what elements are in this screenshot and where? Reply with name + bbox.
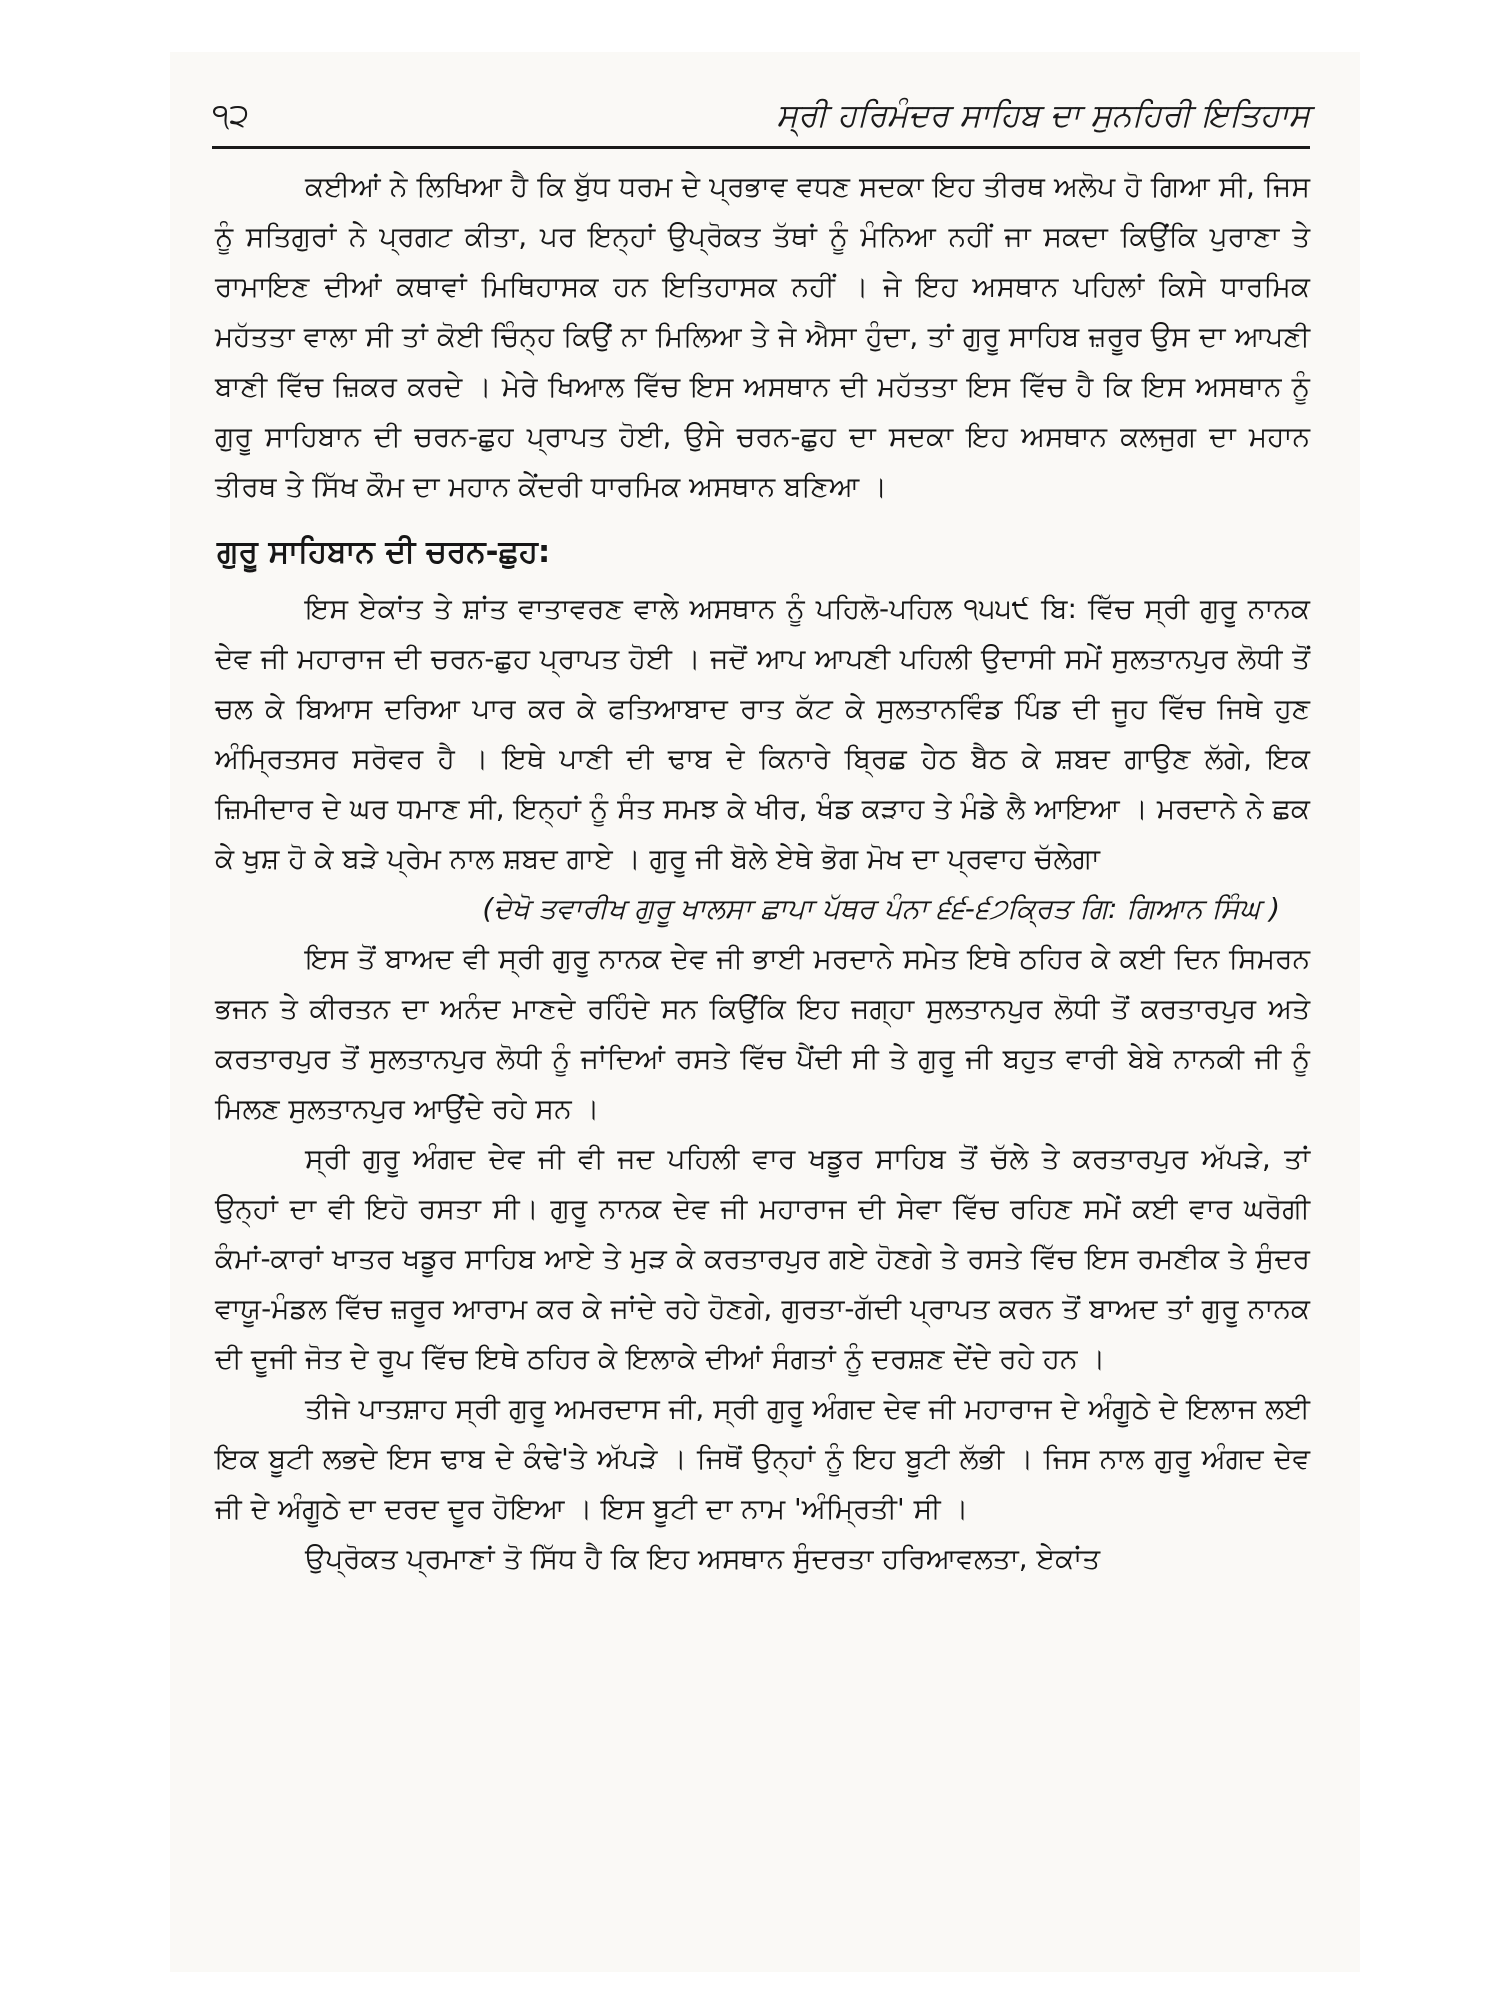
- paragraph-4: ਸ੍ਰੀ ਗੁਰੂ ਅੰਗਦ ਦੇਵ ਜੀ ਵੀ ਜਦ ਪਹਿਲੀ ਵਾਰ ਖਡੂਰ ਸਾਹਿਬ ਤੋਂ ਚੱਲੇ ਤੇ ਕਰਤਾਰਪੁਰ ਅੱਪੜੇ, ਤਾਂ ਉਨ੍ਹਾਂ ਦਾ ਵੀ ਇਹੋ ਰਸਤਾ ਸੀ। ਗੁਰੂ ਨਾਨਕ ਦੇਵ ਜੀ ਮਹਾਰਾਜ ਦੀ ਸੇਵਾ ਵਿੱਚ ਰਹਿਣ ਸਮੇਂ ਕਈ ਵਾਰ ਘਰੋਗੀ ਕੰਮਾਂ-ਕਾਰਾਂ ਖਾਤਰ ਖਡੂਰ ਸਾਹਿਬ ਆਏ ਤੇ ਮੁੜ ਕੇ ਕਰਤਾਰਪੁਰ ਗਏ ਹੋਣਗੇ ਤੇ ਰਸਤੇ ਵਿੱਚ ਇਸ ਰਮਣੀਕ ਤੇ ਸੁੰਦਰ ਵਾਯੂ-ਮੰਡਲ ਵਿੱਚ ਜ਼ਰੂਰ ਆਰਾਮ ਕਰ ਕੇ ਜਾਂਦੇ ਰਹੇ ਹੋਣਗੇ, ਗੁਰਤਾ-ਗੱਦੀ ਪ੍ਰਾਪਤ ਕਰਨ ਤੋਂ ਬਾਅਦ ਤਾਂ ਗੁਰੂ ਨਾਨਕ ਦੀ ਦੂਜੀ ਜੋਤ ਦੇ ਰੂਪ ਵਿੱਚ ਇਥੇ ਠਹਿਰ ਕੇ ਇਲਾਕੇ ਦੀਆਂ ਸੰਗਤਾਂ ਨੂੰ ਦਰਸ਼ਣ ਦੇਂਦੇ ਰਹੇ ਹਨ ।: [215, 1142, 1310, 1375]
- header-rule: [212, 146, 1310, 149]
- paragraph-2: ਇਸ ਏਕਾਂਤ ਤੇ ਸ਼ਾਂਤ ਵਾਤਾਵਰਣ ਵਾਲੇ ਅਸਥਾਨ ਨੂੰ ਪਹਿਲੋ-ਪਹਿਲ ੧੫੫੯ ਬਿ: ਵਿੱਚ ਸ੍ਰੀ ਗੁਰੂ ਨਾਨਕ ਦੇਵ ਜੀ ਮਹਾਰਾਜ ਦੀ ਚਰਨ-ਛੁਹ ਪ੍ਰਾਪਤ ਹੋਈ । ਜਦੋਂ ਆਪ ਆਪਣੀ ਪਹਿਲੀ ਉਦਾਸੀ ਸਮੇਂ ਸੁਲਤਾਨਪੁਰ ਲੋਧੀ ਤੋਂ ਚਲ ਕੇ ਬਿਆਸ ਦਰਿਆ ਪਾਰ ਕਰ ਕੇ ਫਤਿਆਬਾਦ ਰਾਤ ਕੱਟ ਕੇ ਸੁਲਤਾਨਵਿੰਡ ਪਿੰਡ ਦੀ ਜੂਹ ਵਿੱਚ ਜਿਥੇ ਹੁਣ ਅੰਮ੍ਰਿਤਸਰ ਸਰੋਵਰ ਹੈ । ਇਥੇ ਪਾਣੀ ਦੀ ਢਾਬ ਦੇ ਕਿਨਾਰੇ ਬ੍ਰਿਛ ਹੇਠ ਬੈਠ ਕੇ ਸ਼ਬਦ ਗਾਉਣ ਲੱਗੇ, ਇਕ ਜ਼ਿਮੀਦਾਰ ਦੇ ਘਰ ਧਮਾਣ ਸੀ, ਇਨ੍ਹਾਂ ਨੂੰ ਸੰਤ ਸਮਝ ਕੇ ਖੀਰ, ਖੰਡ ਕੜਾਹ ਤੇ ਮੰਡੇ ਲੈ ਆਇਆ । ਮਰਦਾਨੇ ਨੇ ਛਕ ਕੇ ਖੁਸ਼ ਹੋ ਕੇ ਬੜੇ ਪ੍ਰੇਮ ਨਾਲ ਸ਼ਬਦ ਗਾਏ । ਗੁਰੂ ਜੀ ਬੋਲੇ ਏਥੇ ਭੋਗ ਮੋਖ ਦਾ ਪ੍ਰਵਾਹ ਚੱਲੇਗਾ: [215, 592, 1310, 875]
- running-title: ਸ੍ਰੀ ਹਰਿਮੰਦਰ ਸਾਹਿਬ ਦਾ ਸੁਨਹਿਰੀ ਇਤਿਹਾਸ: [776, 96, 1310, 134]
- body-text: [215, 162, 1310, 1584]
- paragraph-3: ਇਸ ਤੋਂ ਬਾਅਦ ਵੀ ਸ੍ਰੀ ਗੁਰੂ ਨਾਨਕ ਦੇਵ ਜੀ ਭਾਈ ਮਰਦਾਨੇ ਸਮੇਤ ਇਥੇ ਠਹਿਰ ਕੇ ਕਈ ਦਿਨ ਸਿਮਰਨ ਭਜਨ ਤੇ ਕੀਰਤਨ ਦਾ ਅਨੰਦ ਮਾਣਦੇ ਰਹਿੰਦੇ ਸਨ ਕਿਉਂਕਿ ਇਹ ਜਗ੍ਹਾ ਸੁਲਤਾਨਪੁਰ ਲੋਧੀ ਤੋਂ ਕਰਤਾਰਪੁਰ ਅਤੇ ਕਰਤਾਰਪੁਰ ਤੋਂ ਸੁਲਤਾਨਪੁਰ ਲੋਧੀ ਨੂੰ ਜਾਂਦਿਆਂ ਰਸਤੇ ਵਿੱਚ ਪੈਂਦੀ ਸੀ ਤੇ ਗੁਰੂ ਜੀ ਬਹੁਤ ਵਾਰੀ ਬੇਬੇ ਨਾਨਕੀ ਜੀ ਨੂੰ ਮਿਲਣ ਸੁਲਤਾਨਪੁਰ ਆਉਂਦੇ ਰਹੇ ਸਨ ।: [215, 942, 1310, 1125]
- paragraph-6: ਉਪ੍ਰੋਕਤ ਪ੍ਰਮਾਣਾਂ ਤੋ ਸਿੱਧ ਹੈ ਕਿ ਇਹ ਅਸਥਾਨ ਸੁੰਦਰਤਾ ਹਰਿਆਵਲਤਾ, ਏਕਾਂਤ: [305, 1542, 1101, 1575]
- paragraph-1: ਕਈਆਂ ਨੇ ਲਿਖਿਆ ਹੈ ਕਿ ਬੁੱਧ ਧਰਮ ਦੇ ਪ੍ਰਭਾਵ ਵਧਣ ਸਦਕਾ ਇਹ ਤੀਰਥ ਅਲੋਪ ਹੋ ਗਿਆ ਸੀ, ਜਿਸ ਨੂੰ ਸਤਿਗੁਰਾਂ ਨੇ ਪ੍ਰਗਟ ਕੀਤਾ, ਪਰ ਇਨ੍ਹਾਂ ਉਪ੍ਰੋਕਤ ਤੱਥਾਂ ਨੂੰ ਮੰਨਿਆ ਨਹੀਂ ਜਾ ਸਕਦਾ ਕਿਉਂਕਿ ਪੁਰਾਣਾ ਤੇ ਰਾਮਾਇਣ ਦੀਆਂ ਕਥਾਵਾਂ ਮਿਥਿਹਾਸਕ ਹਨ ਇਤਿਹਾਸਕ ਨਹੀਂ । ਜੇ ਇਹ ਅਸਥਾਨ ਪਹਿਲਾਂ ਕਿਸੇ ਧਾਰਮਿਕ ਮਹੱਤਤਾ ਵਾਲਾ ਸੀ ਤਾਂ ਕੋਈ ਚਿੰਨ੍ਹ ਕਿਉਂ ਨਾ ਮਿਲਿਆ ਤੇ ਜੇ ਐਸਾ ਹੁੰਦਾ, ਤਾਂ ਗੁਰੂ ਸਾਹਿਬ ਜ਼ਰੂਰ ਉਸ ਦਾ ਆਪਣੀ ਬਾਣੀ ਵਿੱਚ ਜ਼ਿਕਰ ਕਰਦੇ । ਮੇਰੇ ਖਿਆਲ ਵਿੱਚ ਇਸ ਅਸਥਾਨ ਦੀ ਮਹੱਤਤਾ ਇਸ ਵਿੱਚ ਹੈ ਕਿ ਇਸ ਅਸਥਾਨ ਨੂੰ ਗੁਰੂ ਸਾਹਿਬਾਨ ਦੀ ਚਰਨ-ਛੁਹ ਪ੍ਰਾਪਤ ਹੋਈ, ਉਸੇ ਚਰਨ-ਛੁਹ ਦਾ ਸਦਕਾ ਇਹ ਅਸਥਾਨ ਕਲਜੁਗ ਦਾ ਮਹਾਨ ਤੀਰਥ ਤੇ ਸਿੱਖ ਕੌਮ ਦਾ ਮਹਾਨ ਕੇਂਦਰੀ ਧਾਰਮਿਕ ਅਸਥਾਨ ਬਣਿਆ ।: [215, 170, 1310, 503]
- citation: (ਦੇਖੋ ਤਵਾਰੀਖ ਗੁਰੂ ਖਾਲਸਾ ਛਾਪਾ ਪੱਥਰ ਪੰਨਾ ੬੬-੬੭ਕ੍ਰਿਤ ਗਿ: ਗਿਆਨ ਸਿੰਘ ): [482, 892, 1280, 925]
- paragraph-5: ਤੀਜੇ ਪਾਤਸ਼ਾਹ ਸ੍ਰੀ ਗੁਰੂ ਅਮਰਦਾਸ ਜੀ, ਸ੍ਰੀ ਗੁਰੂ ਅੰਗਦ ਦੇਵ ਜੀ ਮਹਾਰਾਜ ਦੇ ਅੰਗੂਠੇ ਦੇ ਇਲਾਜ ਲਈ ਇਕ ਬੂਟੀ ਲਭਦੇ ਇਸ ਢਾਬ ਦੇ ਕੰਢੇ'ਤੇ ਅੱਪੜੇ । ਜਿਥੋਂ ਉਨ੍ਹਾਂ ਨੂੰ ਇਹ ਬੂਟੀ ਲੱਭੀ । ਜਿਸ ਨਾਲ ਗੁਰੂ ਅੰਗਦ ਦੇਵ ਜੀ ਦੇ ਅੰਗੂਠੇ ਦਾ ਦਰਦ ਦੂਰ ਹੋਇਆ । ਇਸ ਬੂਟੀ ਦਾ ਨਾਮ 'ਅੰਮ੍ਰਿਤੀ' ਸੀ ।: [215, 1392, 1310, 1525]
- section-heading: ਗੁਰੂ ਸਾਹਿਬਾਨ ਦੀ ਚਰਨ-ਛੁਹ:: [217, 534, 551, 570]
- page-header: [212, 88, 1310, 150]
- page-number: ੧੨: [212, 96, 250, 134]
